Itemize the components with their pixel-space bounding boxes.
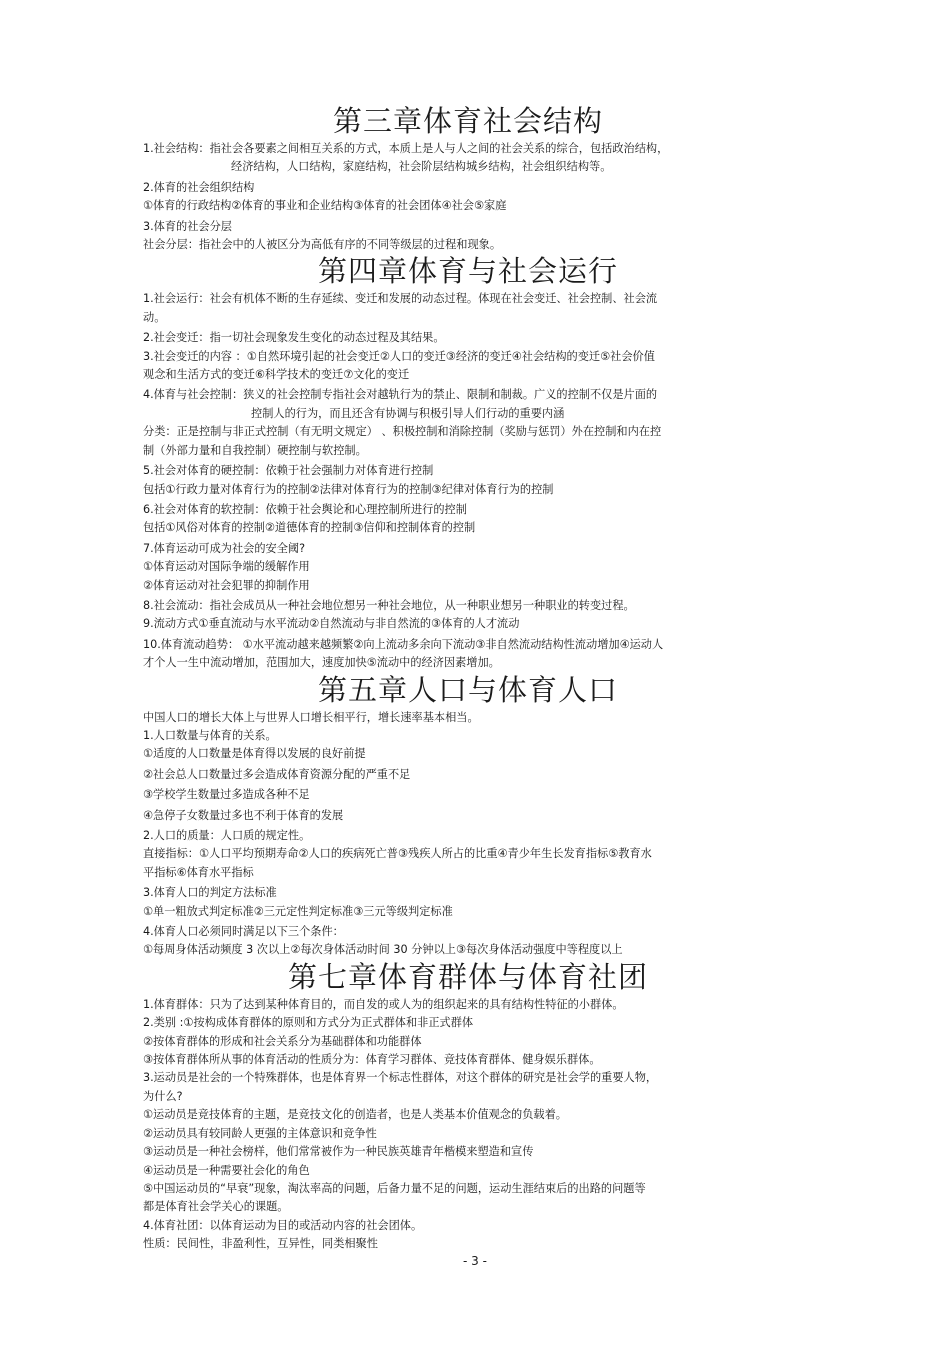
text-line: 9.流动方式①垂直流动与水平流动②自然流动与非自然流的③体育的人才流动 [143, 617, 520, 631]
text-line: ①体育运动对国际争端的缓解作用 [143, 560, 310, 574]
text-line: 10.体育流动趋势： ①水平流动越来越频繁②向上流动多余向下流动③非自然流动结构性流动增加④运动人 [143, 637, 664, 651]
text-line: 社会分层：指社会中的人被区分为高低有序的不同等级层的过程和现象。 [143, 238, 502, 252]
text-line: 1.社会结构：指社会各要素之间相互关系的方式，本质上是人与人之间的社会关系的综合，包括政治结构， [143, 142, 669, 155]
text-line: 动。 [143, 310, 166, 324]
text-line: 控制人的行为，而且还含有协调与积极引导人们行动的重要内涵 [251, 406, 565, 420]
text-line: 8.社会流动：指社会成员从一种社会地位想另一种社会地位，从一种职业想另一种职业的转变过程。 [143, 598, 635, 612]
text-line: 直接指标：①人口平均预期寿命②人口的疾病死亡普③残疾人所占的比重④青少年生长发育指标⑤教育水 [143, 847, 652, 861]
text-line: 分类：正是控制与非正式控制（有无明文规定） 、积极控制和消除控制（奖励与惩罚）外在控制和内在控 [143, 425, 662, 439]
text-line: 都是体育社会学关心的课题。 [143, 1200, 289, 1214]
text-line: 包括①风俗对体育的控制②道德体育的控制③信仰和控制体育的控制 [143, 521, 476, 535]
chapter-title: 第三章体育社会结构 [332, 104, 603, 138]
text-line: ①每周身体活动频度 3 次以上②每次身体活动时间 30 分钟以上③每次身体活动强度中等程度以上 [143, 943, 623, 957]
chapter-title: 第五章人口与体育人口 [317, 672, 618, 707]
text-line: 包括①行政力量对体育行为的控制②法律对体育行为的控制③纪律对体育行为的控制 [143, 482, 554, 496]
text-line: ④急停子女数量过多也不利于体育的发展 [143, 808, 344, 822]
text-line: ①适度的人口数量是体育得以发展的良好前提 [143, 747, 366, 761]
text-line: ②社会总人口数量过多会造成体育资源分配的严重不足 [143, 767, 411, 781]
text-line: ①运动员是竞技体育的主题，是竞技文化的创造者，也是人类基本价值观念的负载着。 [143, 1108, 567, 1122]
document-body [143, 104, 783, 1254]
text-line: 2.社会变迁：指一切社会现象发生变化的动态过程及其结果。 [143, 331, 445, 345]
text-line: 3.体育的社会分层 [143, 219, 232, 233]
text-line: 3.体育人口的判定方法标准 [143, 886, 277, 900]
text-line: 经济结构，人口结构，家庭结构，社会阶层结构城乡结构，社会组织结构等。 [231, 160, 612, 174]
text-line: 6.社会对体育的软控制：依赖于社会舆论和心理控制所进行的控制 [143, 502, 467, 516]
chapter-title: 第七章体育群体与体育社团 [287, 959, 648, 994]
chapter-title: 第四章体育与社会运行 [317, 254, 618, 289]
text-line: 观念和生活方式的变迁⑥科学技术的变迁⑦文化的变迁 [143, 368, 410, 382]
text-line: ④运动员是一种需要社会化的角色 [143, 1163, 310, 1177]
text-line: ③按体育群体所从事的体育活动的性质分为：体育学习群体、竞技体育群体、健身娱乐群体。 [143, 1053, 601, 1067]
text-line: ③学校学生数量过多造成各种不足 [143, 788, 310, 802]
text-line: ①体育的行政结构②体育的事业和企业结构③体育的社会团体④社会⑤家庭 [143, 199, 507, 213]
text-line: 中国人口的增长大体上与世界人口增长相平行，增长速率基本相当。 [143, 710, 479, 724]
text-line: 才个人一生中流动增加，范围加大，速度加快⑤流动中的经济因素增加。 [143, 656, 500, 670]
text-line: 平指标⑥体育水平指标 [143, 865, 254, 879]
text-line: 4.体育社团：以体育运动为目的或活动内容的社会团体。 [143, 1218, 423, 1232]
text-line: 2.人口的质量：人口质的规定性。 [143, 829, 311, 842]
page-number: - 3 - [463, 1254, 487, 1268]
text-line: 为什么? [143, 1089, 183, 1103]
text-line: 性质：民间性，非盈利性，互异性，同类相聚性 [143, 1237, 378, 1251]
text-line: ③运动员是一种社会榜样，他们常常被作为一种民族英雄青年楷模来塑造和宣传 [143, 1145, 534, 1159]
text-line: 5.社会对体育的硬控制：依赖于社会强制力对体育进行控制 [143, 464, 434, 478]
text-line: 3.社会变迁的内容 ：①自然环境引起的社会变迁②人口的变迁③经济的变迁④社会结构的变迁⑤社会价值 [143, 349, 655, 363]
text-line: ②运动员具有较同龄人更强的主体意识和竞争性 [143, 1126, 377, 1140]
text-line: 1.人口数量与体育的关系。 [143, 728, 277, 742]
text-line: 1.体育群体：只为了达到某种体育目的，而自发的或人为的组织起来的具有结构性特征的小群体。 [143, 997, 624, 1011]
text-line: 1.社会运行：社会有机体不断的生存延续、变迁和发展的动态过程。体现在社会变迁、社会控制、社会流 [143, 292, 658, 306]
text-line: ⑤中国运动员的“早衰”现象，淘汰率高的问题，后备力量不足的问题，运动生涯结束后的出路的问题等 [143, 1181, 646, 1195]
text-line: ②体育运动对社会犯罪的抑制作用 [143, 578, 310, 592]
text-line: ①单一粗放式判定标准②三元定性判定标准③三元等级判定标准 [143, 904, 453, 918]
text-line: 制（外部力量和自我控制）硬控制与软控制。 [143, 443, 367, 457]
text-line: 4.体育人口必须同时满足以下三个条件： [143, 925, 344, 939]
text-line: 2.类别 :①按构成体育群体的原则和方式分为正式群体和非正式群体 [143, 1016, 474, 1030]
text-line: ②按体育群体的形成和社会关系分为基础群体和功能群体 [143, 1034, 422, 1048]
text-line: 3.运动员是社会的一个特殊群体，也是体育界一个标志性群体，对这个群体的研究是社会学的重要人物， [143, 1071, 658, 1085]
text-line: 4.体育与社会控制：狭义的社会控制专指社会对越轨行为的禁止、限制和制裁。广义的控制不仅是片面的 [143, 388, 658, 402]
text-line: 7.体育运动可成为社会的安全阈? [143, 541, 306, 555]
text-line: 2.体育的社会组织结构 [143, 180, 255, 194]
